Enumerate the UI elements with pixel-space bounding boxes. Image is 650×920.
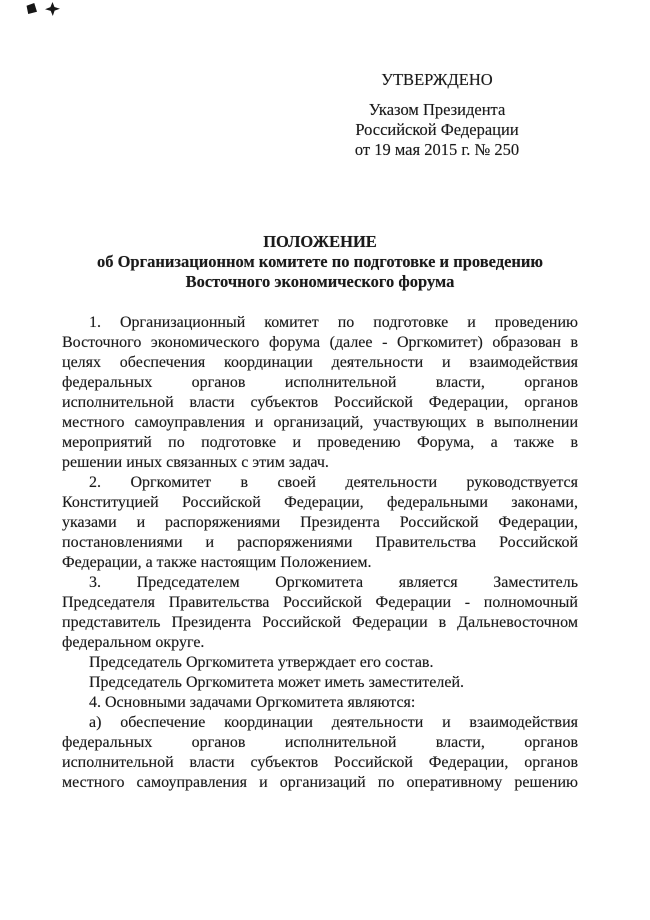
body-line: исполнительной власти субъектов Российской Федерации, органов [62, 754, 578, 771]
approval-date-line: от 19 мая 2015 г. № 250 [354, 140, 520, 159]
paragraph [62, 313, 578, 473]
document-subtitle-line1: об Организационном комитете по подготовке и проведению [96, 252, 544, 271]
body-line: постановлениями и распоряжениями Правительства Российской [62, 534, 578, 551]
scan-blot-icon [26, 3, 37, 14]
body-line: Федерации, а также настоящим Положением. [62, 554, 372, 571]
body-line: Председатель Оргкомитета может иметь заместителей. [89, 674, 465, 691]
paragraph [62, 673, 578, 693]
body-line: представитель Президента Российской Федерации в Дальневосточном [62, 614, 578, 631]
body-line: Председатель Оргкомитета утверждает его состав. [89, 654, 434, 671]
body-line: 4. Основными задачами Оргкомитета являются: [89, 694, 416, 711]
document-subtitle-line2: Восточного экономического форума [185, 272, 455, 291]
body-line: решении иных связанных с этим задач. [62, 454, 329, 471]
body-line: 3. Председателем Оргкомитета является Заместитель [89, 574, 578, 591]
document-body [62, 313, 578, 793]
body-line: местного самоуправления и организаций, участвующих в выполнении [62, 414, 578, 431]
body-line: Председателя Правительства Российской Федерации - полномочный [62, 594, 578, 611]
body-line: указами и распоряжениями Президента Российской Федерации, [62, 514, 578, 531]
document-title-block [62, 232, 578, 292]
paragraph [62, 573, 578, 653]
body-line: а) обеспечение координации деятельности и взаимодействия [89, 714, 578, 731]
paragraph [62, 653, 578, 673]
approval-source-line2: Российской Федерации [355, 120, 519, 139]
scan-star-icon [45, 2, 60, 16]
body-line: Конституцией Российской Федерации, федеральными законами, [62, 494, 578, 511]
paragraph [62, 713, 578, 793]
body-line: 2. Оргкомитет в своей деятельности руководствуется [89, 474, 578, 491]
body-line: мероприятий по подготовке и проведению Форума, а также в [62, 434, 578, 451]
body-line: Восточного экономического форума (далее - Оргкомитет) образован в [62, 334, 578, 351]
approval-source-line1: Указом Президента [368, 100, 506, 119]
paragraph [62, 473, 578, 573]
paragraph [62, 693, 578, 713]
body-line: 1. Организационный комитет по подготовке и проведению [89, 314, 578, 331]
document-title: ПОЛОЖЕНИЕ [263, 232, 377, 251]
body-line: федеральных органов исполнительной власти, органов [62, 734, 578, 751]
body-line: исполнительной власти субъектов Российской Федерации, органов [62, 394, 578, 411]
approval-stamp-label: УТВЕРЖДЕНО [381, 70, 493, 89]
approval-block [327, 70, 547, 160]
body-line: целях обеспечения координации деятельности и взаимодействия [62, 354, 578, 371]
body-line: местного самоуправления и организаций по оперативному решению [62, 774, 578, 791]
body-line: федеральных органов исполнительной власти, органов [62, 374, 578, 391]
body-line: федеральном округе. [62, 634, 205, 651]
